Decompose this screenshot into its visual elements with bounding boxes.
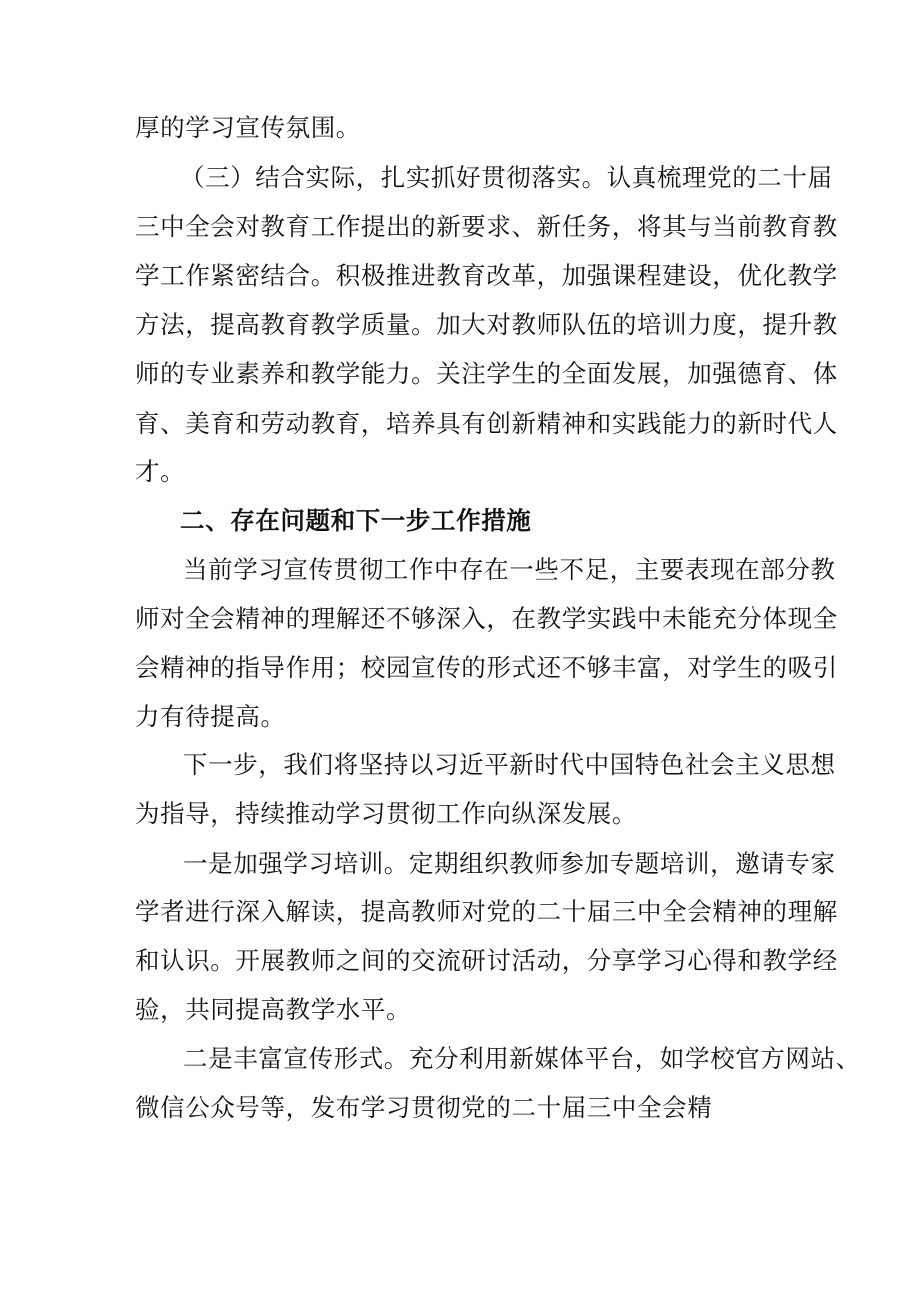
text-line: 学者进行深入解读，提高教师对党的二十届三中全会精神的理解 — [135, 897, 838, 926]
text-line: 会精神的指导作用；校园宣传的形式还不够丰富，对学生的吸引 — [135, 653, 838, 682]
text-line: 为指导，持续推动学习贯彻工作向纵深发展。 — [135, 799, 637, 828]
text-line: 育、美育和劳动教育，培养具有创新精神和实践能力的新时代人 — [135, 409, 838, 438]
paragraph-start-line: 二是丰富宣传形式。充分利用新媒体平台，如学校官方网站、 — [183, 1044, 861, 1073]
text-line: 和认识。开展教师之间的交流研讨活动，分享学习心得和教学经 — [135, 946, 838, 975]
text-line: 师的专业素养和教学能力。关注学生的全面发展，加强德育、体 — [135, 359, 838, 388]
text-line: 三中全会对教育工作提出的新要求、新任务，将其与当前教育教 — [135, 212, 838, 241]
paragraph-start-line: 下一步，我们将坚持以习近平新时代中国特色社会主义思想 — [183, 750, 836, 779]
text-line: 才。 — [135, 457, 186, 486]
text-line: 验，共同提高教学水平。 — [135, 995, 412, 1024]
paragraph-start-line: 一是加强学习培训。定期组织教师参加专题培训，邀请专家 — [183, 849, 836, 878]
paragraph-start-line: 当前学习宣传贯彻工作中存在一些不足，主要表现在部分教 — [183, 555, 836, 584]
section-heading: 二、存在问题和下一步工作措施 — [180, 506, 532, 535]
subsection-three-line: （三）结合实际，扎实抓好贯彻落实。认真梳理党的二十届 — [180, 163, 833, 192]
text-line: 厚的学习宣传氛围。 — [135, 113, 361, 142]
text-line: 师对全会精神的理解还不够深入，在教学实践中未能充分体现全 — [135, 604, 838, 633]
text-line: 力有待提高。 — [135, 702, 286, 731]
text-line: 微信公众号等，发布学习贯彻党的二十届三中全会精 — [135, 1093, 713, 1122]
text-line: 学工作紧密结合。积极推进教育改革，加强课程建设，优化教学 — [135, 261, 838, 290]
text-line: 方法，提高教育教学质量。加大对教师队伍的培训力度，提升教 — [135, 310, 838, 339]
